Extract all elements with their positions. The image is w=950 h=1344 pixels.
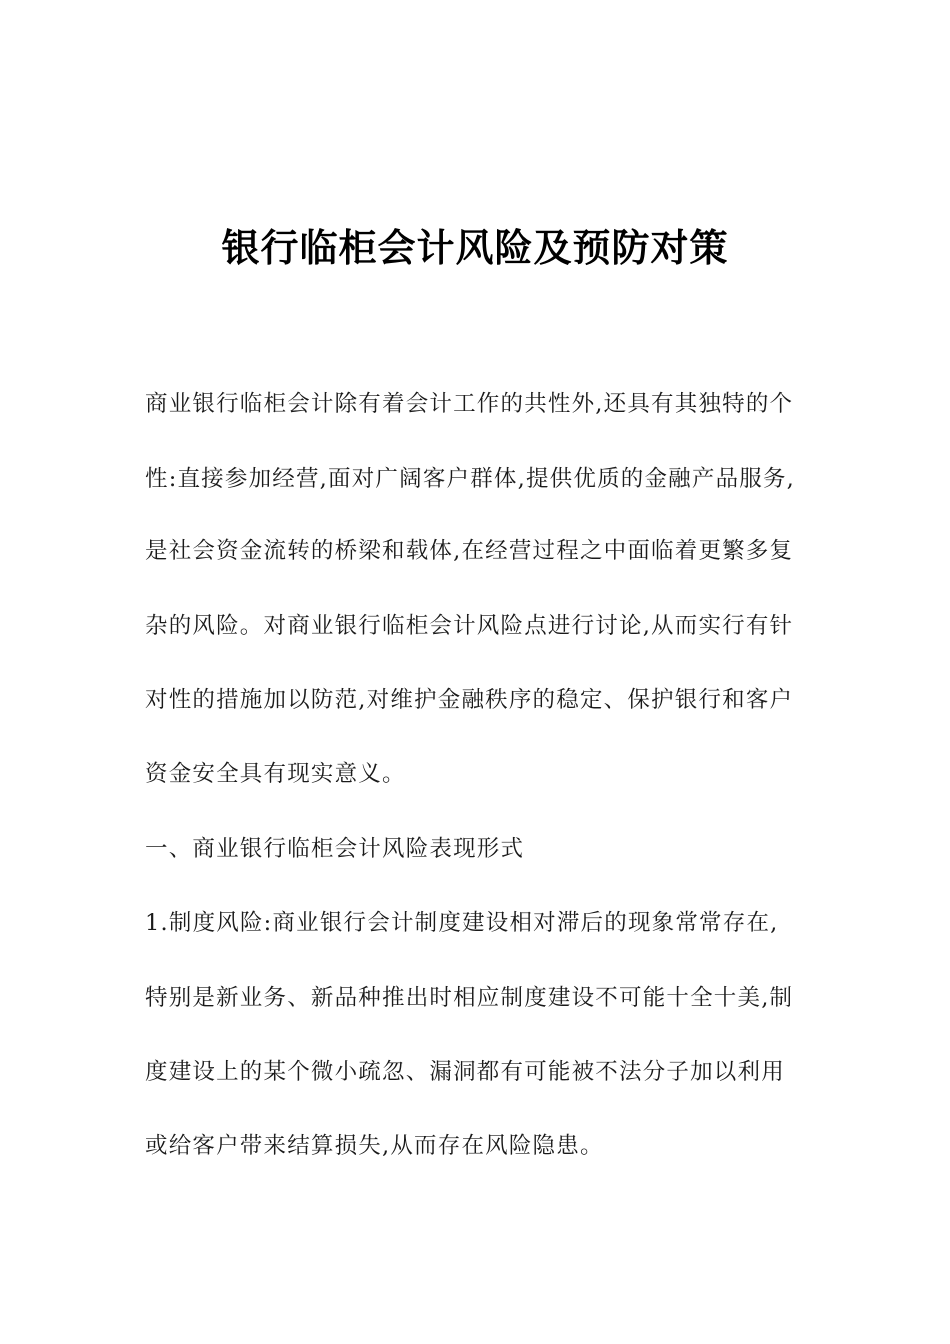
paragraph-line: 对性的措施加以防范,对维护金融秩序的稳定、保护银行和客户 xyxy=(145,687,794,713)
section-heading: 一、商业银行临柜会计风险表现形式 xyxy=(145,836,525,862)
paragraph-line: 度建设上的某个微小疏忽、漏洞都有可能被不法分子加以利用 xyxy=(145,1059,785,1085)
document-title: 银行临柜会计风险及预防对策 xyxy=(221,226,729,270)
paragraph-line: 或给客户带来结算损失,从而存在风险隐患。 xyxy=(145,1133,604,1159)
paragraph-line: 特别是新业务、新品种推出时相应制度建设不可能十全十美,制 xyxy=(145,985,794,1011)
paragraph-line: 1.制度风险:商业银行会计制度建设相对滞后的现象常常存在, xyxy=(145,910,779,936)
paragraph-line: 杂的风险。对商业银行临柜会计风险点进行讨论,从而实行有针 xyxy=(145,613,794,639)
paragraph-line: 资金安全具有现实意义。 xyxy=(145,761,406,787)
paragraph-line: 商业银行临柜会计除有着会计工作的共性外,还具有其独特的个 xyxy=(145,391,794,417)
paragraph-line: 是社会资金流转的桥梁和载体,在经营过程之中面临着更繁多复 xyxy=(145,538,794,564)
paragraph-line: 性:直接参加经营,面对广阔客户群体,提供优质的金融产品服务, xyxy=(145,466,796,492)
